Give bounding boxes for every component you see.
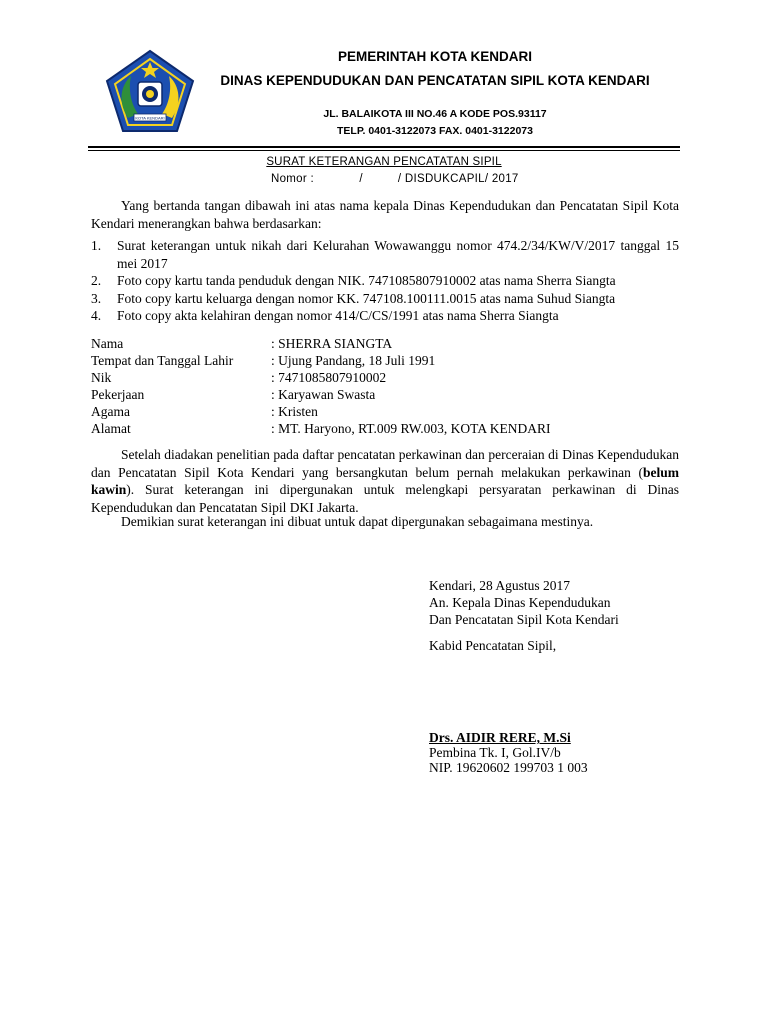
- biodata-value: : Kristen: [271, 404, 318, 419]
- header-agency: DINAS KEPENDUDUKAN DAN PENCATATAN SIPIL KOTA KENDARI: [220, 73, 650, 88]
- logo-ribbon-text: KOTA KENDARI: [135, 115, 165, 121]
- kendari-city-emblem-logo: [104, 48, 196, 134]
- signatory-name: Drs. AIDIR RERE, M.Si: [429, 730, 571, 745]
- header-phone: TELP. 0401-3122073 FAX. 0401-3122073: [337, 125, 533, 137]
- list-item-text: Surat keterangan untuk nikah dari Kelurahan Wowawanggu nomor 474.2/34/KW/V/2017 tanggal 15 mei 2017: [117, 238, 679, 271]
- biodata-row-occupation: [91, 386, 550, 403]
- list-item: [91, 307, 679, 325]
- signature-position-line1: An. Kepala Dinas Kependudukan: [429, 595, 611, 610]
- biodata-value: : 7471085807910002: [271, 370, 387, 385]
- biodata-value: : MT. Haryono, RT.009 RW.003, KOTA KENDARI: [271, 421, 551, 436]
- result-text-after: ). Surat keterangan ini dipergunakan untuk melengkapi persyaratan perkawinan di Dinas Kependudukan dan Pencatatan Sipil DKI Jakarta.: [91, 482, 679, 515]
- closing-paragraph: Demikian surat keterangan ini dibuat untuk dapat dipergunakan sebagaimana mestinya.: [121, 514, 594, 529]
- list-item-number: 4.: [91, 308, 102, 323]
- header-address: JL. BALAIKOTA III NO.46 A KODE POS.93117: [323, 108, 547, 120]
- biodata-row-name: [91, 335, 550, 352]
- signature-place-date: Kendari, 28 Agustus 2017: [429, 578, 570, 593]
- list-item-text: Foto copy kartu tanda penduduk dengan NIK. 7471085807910002 atas nama Sherra Siangta: [117, 273, 616, 288]
- biodata-row-religion: [91, 403, 550, 420]
- biodata-label: Tempat dan Tanggal Lahir: [91, 353, 234, 368]
- biodata-value: : Karyawan Swasta: [271, 387, 376, 402]
- list-item-number: 3.: [91, 290, 102, 306]
- signatory-rank: Pembina Tk. I, Gol.IV/b: [429, 745, 561, 760]
- list-item: [91, 237, 679, 272]
- result-paragraph: [91, 446, 679, 516]
- list-item-text: Foto copy akta kelahiran dengan nomor 414/C/CS/1991 atas nama Sherra Siangta: [117, 308, 559, 323]
- result-text-before: Setelah diadakan penelitian pada daftar pencatatan perkawinan dan perceraian di Dinas Kependudukan dan Pencatatan Sipil Kota Kendari yang bersangkutan belum pernah melakukan perkawinan (: [91, 447, 679, 480]
- list-item-number: 1.: [91, 238, 102, 253]
- biodata-table: [91, 335, 550, 437]
- list-item-text: Foto copy kartu keluarga dengan nomor KK. 747108.100111.0015 atas nama Suhud Siangta: [117, 290, 616, 306]
- header-divider-thin: [88, 150, 680, 151]
- biodata-value: : SHERRA SIANGTA: [271, 336, 393, 351]
- biodata-label: Pekerjaan: [91, 387, 145, 402]
- biodata-row-address: [91, 420, 550, 437]
- signature-title: Kabid Pencatatan Sipil,: [429, 638, 557, 653]
- list-item-number: 2.: [91, 273, 102, 288]
- signatory-nip: NIP. 19620602 199703 1 003: [429, 760, 588, 775]
- list-item: [91, 272, 679, 290]
- biodata-row-birth: [91, 352, 550, 369]
- header-divider-thick: [88, 146, 680, 148]
- intro-paragraph: Yang bertanda tangan dibawah ini atas nama kepala Dinas Kependudukan dan Pencatatan Sipil Kota Kendari menerangkan bahwa berdasarkan:: [91, 198, 679, 231]
- biodata-label: Alamat: [91, 421, 131, 436]
- list-item: [91, 290, 679, 308]
- biodata-label: Nama: [91, 336, 124, 351]
- letter-title-text: SURAT KETERANGAN PENCATATAN SIPIL: [266, 156, 502, 168]
- biodata-row-nik: [91, 369, 550, 386]
- basis-list: [91, 237, 679, 325]
- letter-title: [0, 156, 768, 168]
- signature-position-line2: Dan Pencatatan Sipil Kota Kendari: [429, 612, 619, 627]
- biodata-label: Agama: [91, 404, 130, 419]
- biodata-label: Nik: [91, 370, 112, 385]
- biodata-value: : Ujung Pandang, 18 Juli 1991: [271, 353, 436, 368]
- header-government: PEMERINTAH KOTA KENDARI: [338, 49, 532, 64]
- result-status-bold: belum kawin: [91, 464, 679, 497]
- letter-number: Nomor : / / DISDUKCAPIL/ 2017: [271, 173, 519, 185]
